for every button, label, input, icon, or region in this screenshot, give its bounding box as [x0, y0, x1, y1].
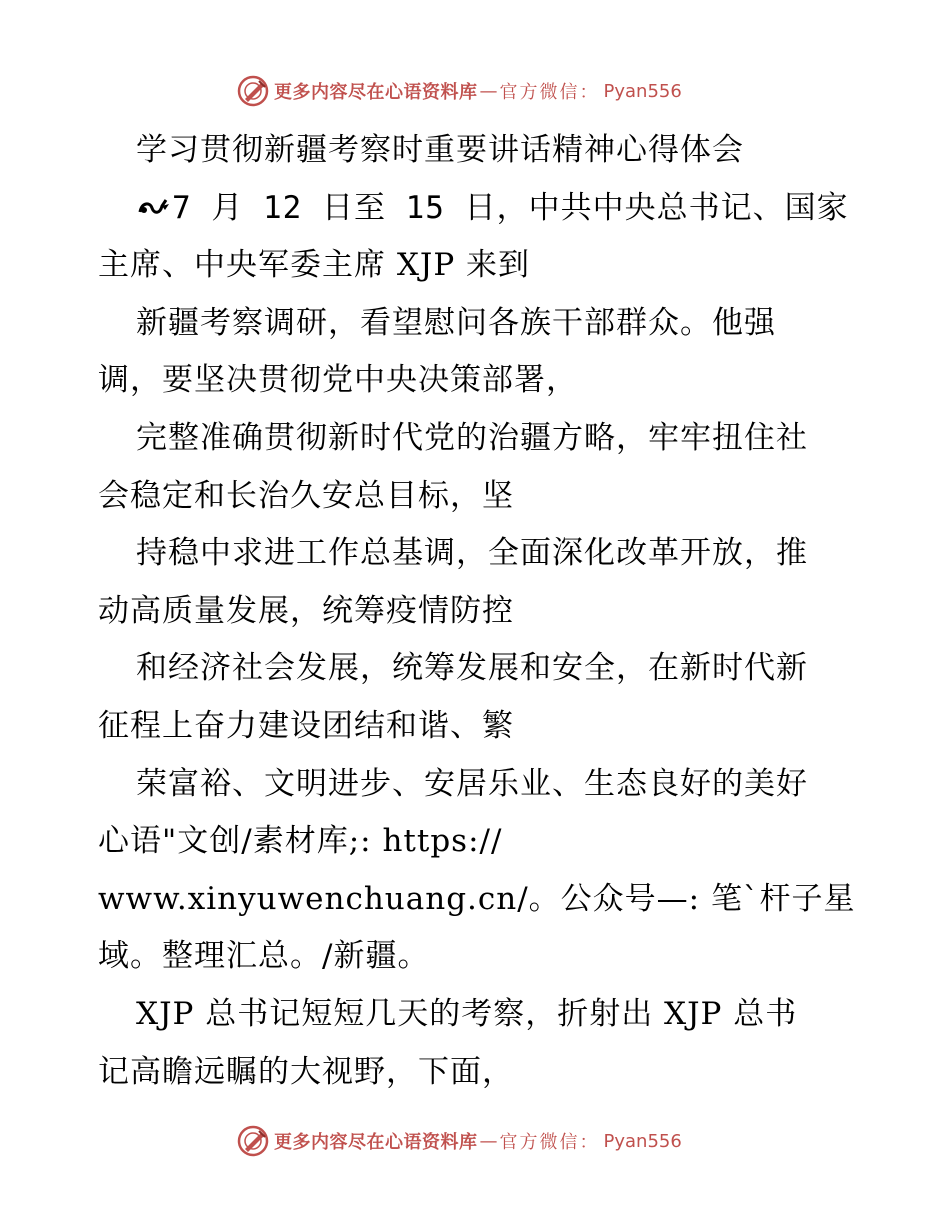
decorative-ornament-icon: [136, 192, 172, 222]
paragraph-line: [98, 180, 858, 238]
paragraph-line: 动高质量发展，统筹疫情防控: [98, 592, 514, 629]
watermark-brand: 更多内容尽在心语资料库: [274, 82, 478, 103]
watermark-footer: [236, 1124, 682, 1158]
paragraph-line: 荣富裕、文明进步、安居乐业、生态良好的美好: [136, 765, 808, 802]
paragraph-line: 心语"文创/素材库;: https://: [98, 823, 503, 860]
paragraph-line: 域。整理汇总。/新疆。: [98, 938, 430, 975]
watermark-wechat-label: 官方微信：: [499, 1132, 600, 1153]
watermark-header: [236, 74, 682, 108]
paragraph-line: 调，要坚决贯彻党中央决策部署，: [98, 362, 578, 399]
paragraph-line: www.xinyuwenchuang.cn/。公众号—: 笔`杆子星: [98, 880, 856, 917]
paragraph-line: 会稳定和长治久安总目标，坚: [98, 477, 514, 514]
watermark-wechat-label: 官方微信：: [499, 82, 600, 103]
paragraph-text: 7 月 12 日至 15 日，中共中央总书记、国家: [172, 189, 849, 226]
paragraph-line: 记高瞻远瞩的大视野，下面，: [98, 1053, 514, 1090]
paragraph-line: 和经济社会发展，统筹发展和安全，在新时代新: [136, 650, 808, 687]
paragraph-line: 持稳中求进工作总基调，全面深化改革开放，推: [136, 535, 808, 572]
paragraph-line: XJP 总书记短短几天的考察，折射出 XJP 总书: [136, 995, 798, 1032]
document-body: [98, 122, 858, 1101]
document-title: 学习贯彻新疆考察时重要讲话精神心得体会: [136, 132, 744, 168]
watermark-separator: —: [479, 80, 498, 102]
paragraph-line: 征程上奋力建设团结和谐、繁: [98, 707, 514, 744]
brand-logo-icon: [236, 1124, 270, 1158]
watermark-separator: —: [479, 1130, 498, 1152]
brand-logo-icon: [236, 74, 270, 108]
watermark-brand: 更多内容尽在心语资料库: [274, 1132, 478, 1153]
paragraph-line: 完整准确贯彻新时代党的治疆方略，牢牢扭住社: [136, 419, 808, 456]
watermark-wechat-id: Pyan556: [603, 80, 682, 102]
paragraph-line: 主席、中央军委主席 XJP 来到: [98, 247, 531, 284]
paragraph-line: 新疆考察调研，看望慰问各族干部群众。他强: [136, 304, 776, 341]
watermark-wechat-id: Pyan556: [603, 1130, 682, 1152]
